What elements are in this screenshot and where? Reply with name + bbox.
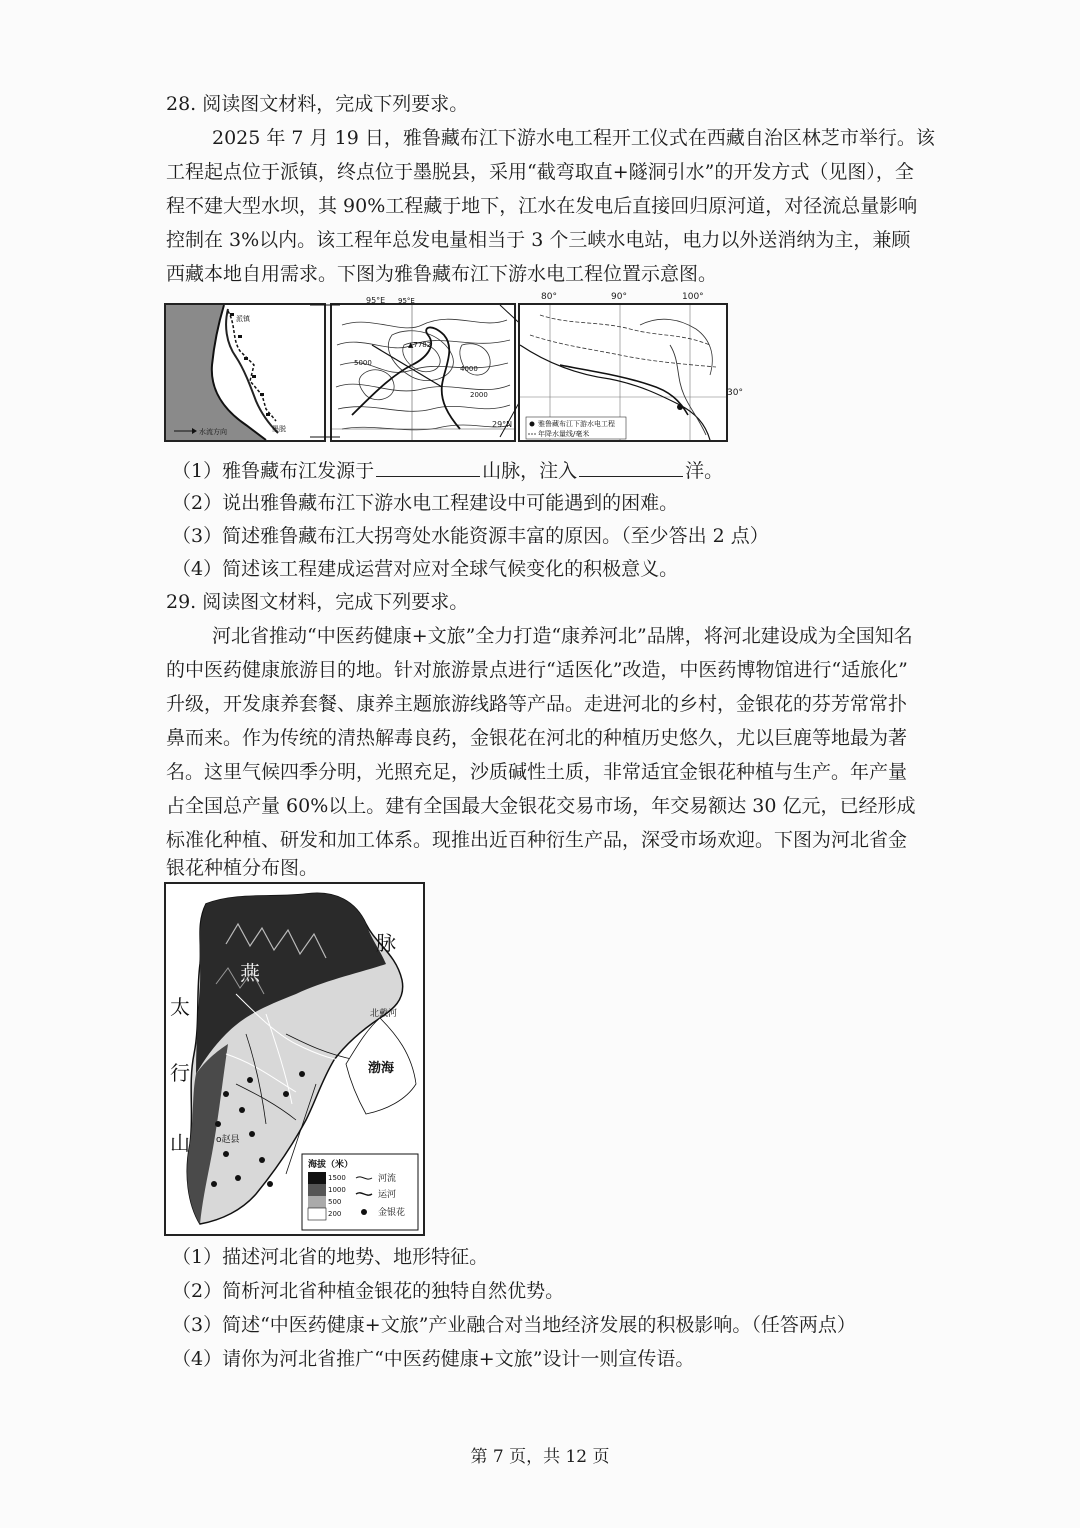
beidaihe-label: 北戴河 [370, 1009, 398, 1019]
yan-label: 燕 [240, 961, 260, 985]
q28-para-line: 工程起点位于派镇，终点位于墨脱县，采用“截弯取直+隧洞引水”的开发方式（见图），全 [166, 161, 914, 183]
legend-elev: 500 [328, 1198, 342, 1206]
lon-label: 80° [541, 292, 557, 302]
contour-label: 2000 [470, 391, 488, 399]
mai-label: 脉 [376, 931, 396, 955]
center-lon-top: 95°E [366, 296, 386, 305]
legend-direction: 水流方向 [199, 428, 227, 436]
lon-label: 100° [682, 292, 704, 302]
q28-sub-1-post: 洋。 [685, 460, 724, 482]
answer-blank[interactable] [376, 458, 480, 477]
q28-sub-2: （2）说出雅鲁藏布江下游水电工程建设中可能遇到的困难。 [172, 492, 679, 514]
legend-elev: 200 [328, 1210, 342, 1218]
hang-label: 行 [170, 1061, 190, 1085]
page-footer: 第 7 页，共 12 页 [470, 1447, 610, 1467]
contour-label: 4000 [460, 365, 478, 373]
q28-para-line: 程不建大型水坝，其 90%工程藏于地下，江水在发电后直接回归原河道，对径流总量影响 [166, 195, 918, 217]
legend-title: 海拔（米） [308, 1160, 354, 1170]
q29-sub-2: （2）简析河北省种植金银花的独特自然优势。 [172, 1280, 565, 1302]
q29-para-line: 名。这里气候四季分明，光照充足，沙质碱性土质，非常适宜金银花种植与生产。年产量 [166, 761, 908, 783]
q29-para-line: 河北省推动“中医药健康+文旅”全力打造“康养河北”品牌，将河北建设成为全国知名 [212, 625, 913, 647]
q29-sub-4: （4）请你为河北省推广“中医药健康+文旅”设计一则宣传语。 [172, 1348, 695, 1370]
q29-sub-3: （3）简述“中医药健康+文旅”产业融合对当地经济发展的积极影响。（任答两点） [172, 1314, 856, 1336]
q29-title: 29. 阅读图文材料，完成下列要求。 [166, 591, 469, 613]
q29-hebei-map [164, 882, 425, 1236]
bohai-label: 渤海 [368, 1061, 395, 1076]
detail-label: 派镇 [236, 315, 250, 323]
zhaoxian-label: o赵县 [216, 1135, 240, 1145]
legend-river: 河流 [378, 1174, 397, 1184]
shan-label: 山 [170, 1131, 190, 1155]
detail-label: 墨脱 [272, 425, 286, 433]
zoom-connector [310, 303, 340, 443]
center-lon-label: 95°E [398, 297, 415, 305]
q28-sub-1 [172, 458, 723, 483]
legend-isoline: 年降水量线/毫米 [538, 430, 590, 438]
q28-sub-3: （3）简述雅鲁藏布江大拐弯处水能资源丰富的原因。（至少答出 2 点） [172, 525, 769, 547]
q28-para-line: 2025 年 7 月 19 日，雅鲁藏布江下游水电工程开工仪式在西藏自治区林芝市举行。该 [212, 127, 935, 149]
q28-para-line: 西藏本地自用需求。下图为雅鲁藏布江下游水电工程位置示意图。 [166, 263, 718, 285]
q29-sub-1: （1）描述河北省的地势、地形特征。 [172, 1246, 489, 1268]
legend-flower: 金银花 [378, 1208, 406, 1218]
legend-elev: 1000 [328, 1186, 346, 1194]
q29-para-line: 鼻而来。作为传统的清热解毒良药，金银花在河北的种植历史悠久，尤以巨鹿等地最为著 [166, 727, 908, 749]
contour-label: 5000 [354, 359, 372, 367]
center-lat-label: 29°N [492, 420, 513, 429]
answer-blank[interactable] [579, 458, 683, 477]
legend-canal: 运河 [378, 1190, 397, 1200]
peak-label: ▲7782 [408, 341, 432, 349]
q28-para-line: 控制在 3%以内。该工程年总发电量相当于 3 个三峡水电站，电力以外送消纳为主，兼顾 [166, 229, 911, 251]
q29-para-line: 占全国总产量 60%以上。建有全国最大金银花交易市场，年交易额达 30 亿元，已经形成 [166, 795, 916, 817]
q29-para-line: 升级，开发康养套餐、康养主题旅游线路等产品。走进河北的乡村，金银花的芬芳常常扑 [166, 693, 908, 715]
q28-sub-1-pre: （1）雅鲁藏布江发源于 [172, 460, 375, 482]
q28-map-contour [330, 297, 516, 442]
q28-title: 28. 阅读图文材料，完成下列要求。 [166, 93, 469, 115]
q28-map-detail [164, 303, 326, 442]
q29-para-line: 的中医药健康旅游目的地。针对旅游景点进行“适医化”改造，中医药博物馆进行“适旅化” [166, 659, 908, 681]
q28-sub-4: （4）简述该工程建成运营对应对全球气候变化的积极意义。 [172, 558, 679, 580]
q28-map-location [518, 303, 728, 442]
tai-label: 太 [170, 995, 190, 1019]
legend-elev: 1500 [328, 1174, 346, 1182]
lon-label: 90° [611, 292, 627, 302]
q28-sub-1-mid: 山脉，注入 [482, 460, 578, 482]
lat-label: 30° [727, 388, 743, 398]
q29-para-line: 标准化种植、研发和加工体系。现推出近百种衍生产品，深受市场欢迎。下图为河北省金 [166, 829, 908, 851]
legend-project: 雅鲁藏布江下游水电工程 [538, 420, 615, 428]
q29-para-line: 银花种植分布图。 [166, 857, 319, 879]
